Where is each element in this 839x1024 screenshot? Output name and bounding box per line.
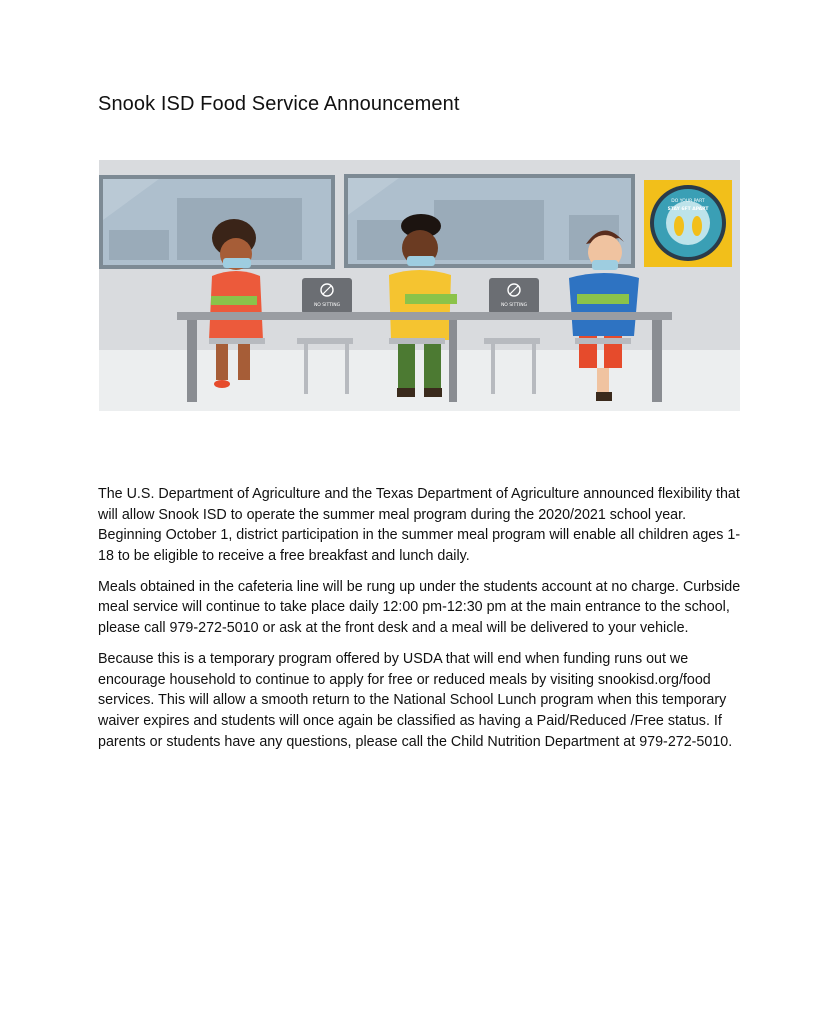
lunch-tray — [405, 294, 457, 304]
poster-text-main: STAY 6FT APART — [667, 207, 709, 212]
paragraph: The U.S. Department of Agriculture and the Texas Department of Agriculture announced flexibility that will allow Snook ISD to operate the summer meal program during the 2020/2021 school year. Beginning October 1, district participation in the summer meal program will enable all children ages 1-18 to be eligible to receive a free breakfast and lunch daily. — [98, 486, 741, 564]
poster-text-top: DO YOUR PART — [671, 199, 705, 204]
no-sitting-sign-left — [302, 278, 352, 314]
window-left — [99, 175, 335, 269]
cafeteria-illustration — [99, 160, 740, 411]
page-title: Snook ISD Food Service Announcement — [98, 93, 460, 115]
lunch-tray — [211, 296, 257, 305]
announcement-body — [98, 484, 743, 763]
paragraph: Meals obtained in the cafeteria line will be rung up under the students account at no charge. Curbside meal service will continue to take place daily 12:00 pm-12:30 pm at the main entrance to the school, please call 979-272-5010 or ask at the front desk and a meal will be delivered to your vehicle. — [98, 578, 741, 637]
sign-label: NO SITTING — [500, 303, 528, 308]
lunch-tray — [577, 294, 629, 304]
no-sitting-sign-right — [489, 278, 539, 314]
sign-label: NO SITTING — [313, 303, 341, 308]
paragraph: Because this is a temporary program offered by USDA that will end when funding runs out we encourage household to continue to apply for free or reduced meals by visiting snookisd.org/food services. This will allow a smooth return to the National School Lunch program when this temporary waiver expires and students will once again be classified as having a Paid/Reduced /Free status. If parents or students have any questions, please call the Child Nutrition Department at 979-272-5010. — [98, 651, 733, 750]
social-distance-poster — [644, 180, 732, 267]
